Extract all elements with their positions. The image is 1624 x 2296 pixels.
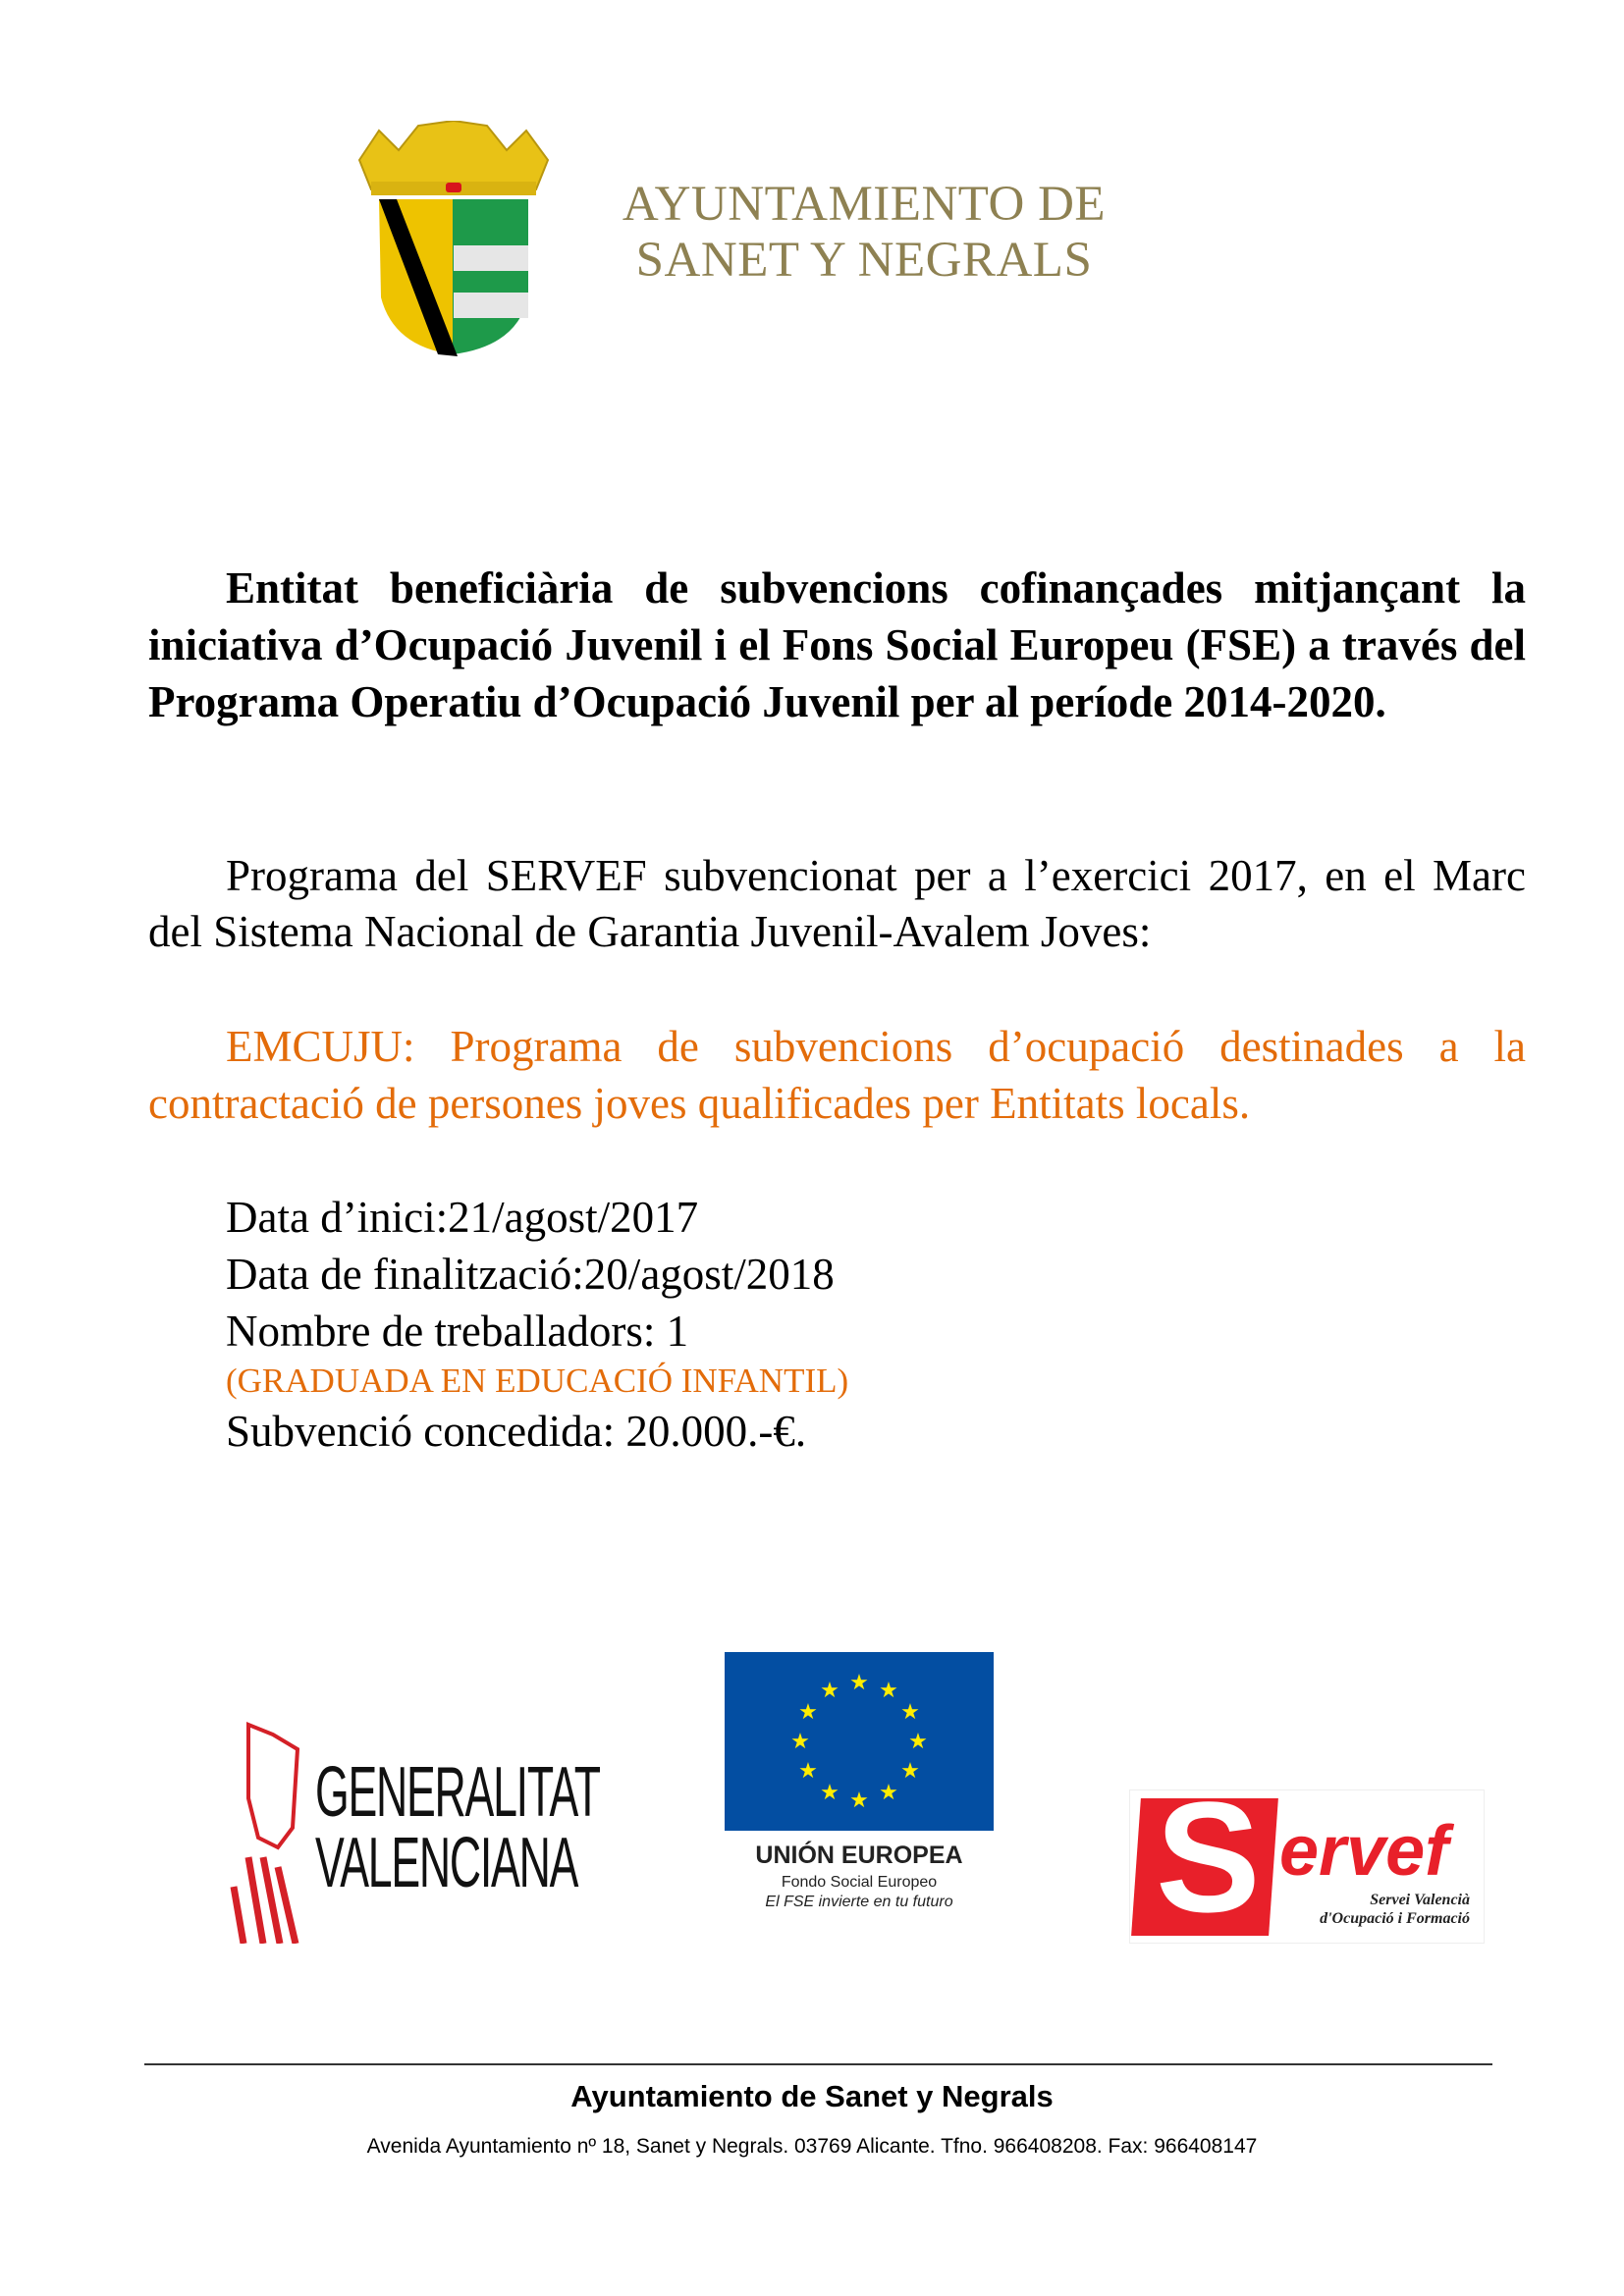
start-date: Data d’inici:21/agost/2017 bbox=[226, 1193, 699, 1242]
servef-sub-2: d'Ocupació i Formació bbox=[1320, 1910, 1470, 1927]
intro-text: Entitat beneficiària de subvencions cofinançades mitjançant la iniciativa d’Ocupació Juvenil i el Fons Social Europeu (FSE) a través del Programa Operatiu d’Ocupació Juvenil per al període 2014-2020. bbox=[148, 563, 1526, 726]
eu-slogan: El FSE invierte en tu futuro bbox=[765, 1894, 953, 1910]
eu-star-icon: ★ bbox=[908, 1729, 928, 1753]
program-text: Programa del SERVEF subvencionat per a l’exercici 2017, en el Marc del Sistema Nacional de Garantia Juvenil-Avalem Joves: bbox=[148, 851, 1526, 956]
servef-logo bbox=[1129, 1769, 1485, 1945]
header-title bbox=[589, 177, 1139, 289]
worker-profile: (GRADUADA EN EDUCACIÓ INFANTIL) bbox=[226, 1362, 849, 1400]
eu-star-icon: ★ bbox=[798, 1758, 818, 1783]
emcuju-paragraph bbox=[148, 1018, 1526, 1132]
gv-line-1: GENERALITAT bbox=[315, 1753, 600, 1832]
emcuju-text: EMCUJU: Programa de subvencions d’ocupació destinades a la contractació de persones joves qualificades per Entitats locals. bbox=[148, 1022, 1526, 1128]
coat-of-arms-logo bbox=[350, 121, 558, 358]
title-line-1: AYUNTAMIENTO DE bbox=[622, 177, 1107, 232]
title-line-2: SANET Y NEGRALS bbox=[635, 233, 1093, 288]
eu-star-icon: ★ bbox=[820, 1779, 839, 1804]
footer-divider bbox=[144, 2063, 1492, 2065]
end-date: Data de finalització:20/agost/2018 bbox=[226, 1250, 835, 1299]
eu-star-icon: ★ bbox=[849, 1788, 869, 1812]
eu-star-icon: ★ bbox=[790, 1729, 810, 1753]
eu-star-icon: ★ bbox=[900, 1699, 920, 1724]
eu-star-icon: ★ bbox=[798, 1699, 818, 1724]
footer-address: Avenida Ayuntamiento nº 18, Sanet y Negrals. 03769 Alicante. Tfno. 966408208. Fax: 966408147 bbox=[366, 2135, 1258, 2158]
servef-sub-1: Servei Valencià bbox=[1370, 1892, 1470, 1908]
servef-word: ervef bbox=[1279, 1812, 1449, 1891]
program-paragraph bbox=[148, 848, 1526, 960]
gv-line-2: VALENCIANA bbox=[315, 1824, 578, 1902]
eu-star-icon: ★ bbox=[849, 1670, 869, 1694]
intro-paragraph bbox=[148, 560, 1526, 730]
eu-star-icon: ★ bbox=[820, 1678, 839, 1703]
eu-star-icon: ★ bbox=[900, 1758, 920, 1783]
generalitat-valenciana-logo bbox=[229, 1720, 600, 1944]
eu-subtitle: Fondo Social Europeo bbox=[781, 1874, 938, 1891]
servef-letter: S bbox=[1156, 1769, 1261, 1945]
footer-name: Ayuntamiento de Sanet y Negrals bbox=[570, 2079, 1054, 2113]
eu-title: UNIÓN EUROPEA bbox=[755, 1842, 963, 1869]
eu-flag bbox=[725, 1652, 994, 1831]
grant-amount: Subvenció concedida: 20.000.-€. bbox=[226, 1407, 807, 1456]
eu-star-icon: ★ bbox=[879, 1678, 898, 1703]
eu-star-icon: ★ bbox=[879, 1779, 898, 1804]
workers-count: Nombre de treballadors: 1 bbox=[226, 1307, 689, 1356]
grant-details bbox=[226, 1189, 848, 1460]
